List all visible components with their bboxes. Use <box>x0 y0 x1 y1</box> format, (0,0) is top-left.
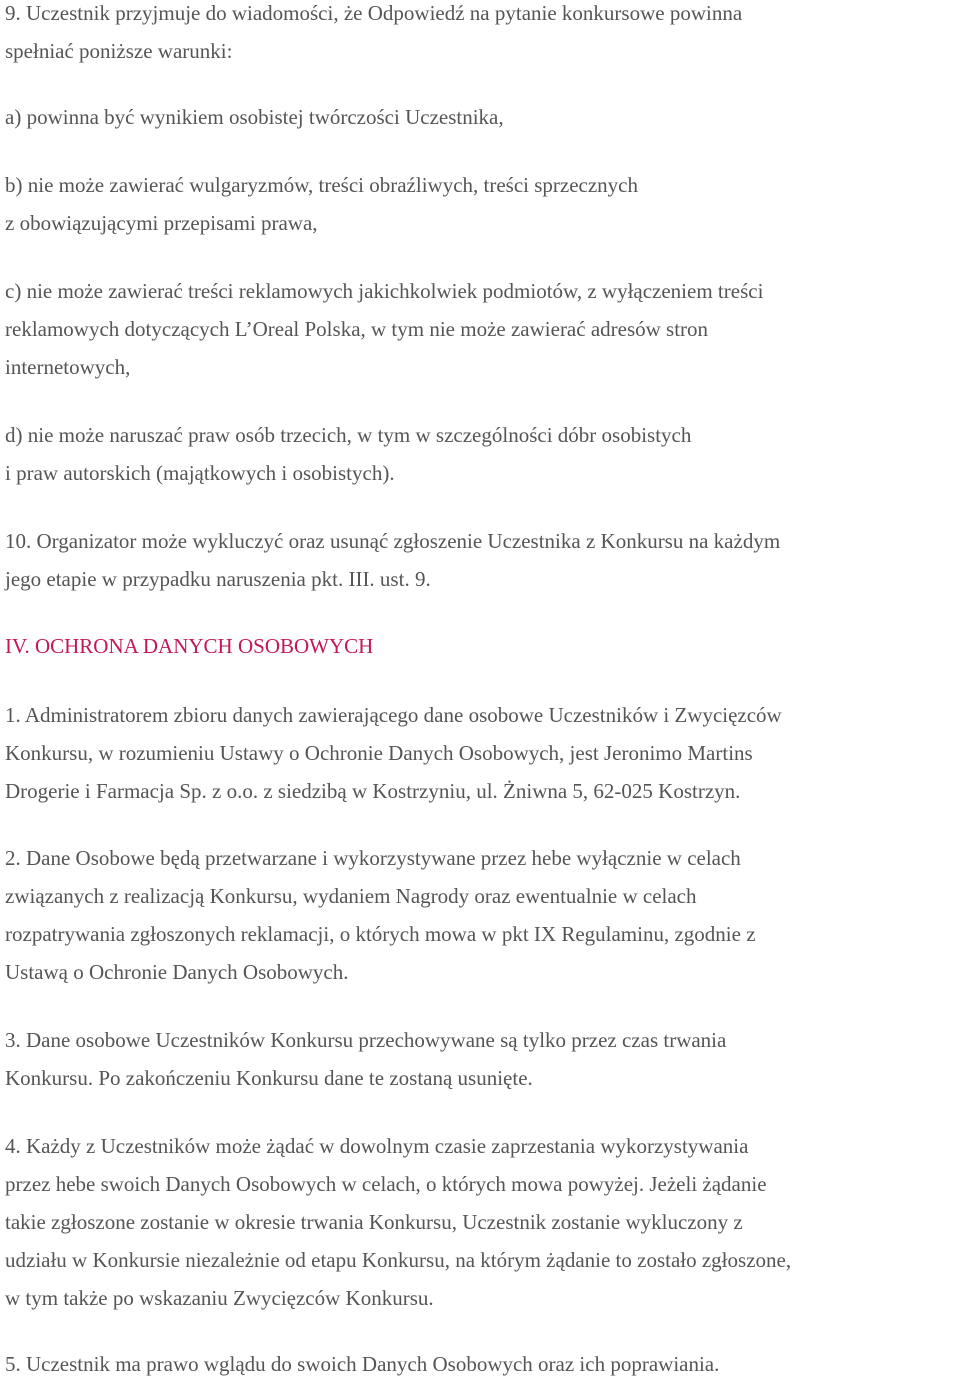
text-line: b) nie może zawierać wulgaryzmów, treści obraźliwych, treści sprzecznych <box>5 173 639 197</box>
paragraph-point-9 <box>5 0 742 70</box>
text-line: takie zgłoszone zostanie w okresie trwania Konkursu, Uczestnik zostanie wykluczony z <box>5 1210 743 1234</box>
paragraph-section-4-point-1 <box>5 696 782 810</box>
paragraph-point-10 <box>5 522 780 598</box>
paragraph-section-4-point-4 <box>5 1127 791 1317</box>
text-line: 4. Każdy z Uczestników może żądać w dowolnym czasie zaprzestania wykorzystywania <box>5 1134 749 1158</box>
text-line: udziału w Konkursie niezależnie od etapu Konkursu, na którym żądanie to zostało zgłoszone, <box>5 1248 792 1272</box>
text-line: przez hebe swoich Danych Osobowych w celach, o których mowa powyżej. Jeżeli żądanie <box>5 1172 767 1196</box>
text-line: w tym także po wskazaniu Zwycięzców Konkursu. <box>5 1286 434 1310</box>
text-line: jego etapie w przypadku naruszenia pkt. III. ust. 9. <box>5 567 431 591</box>
text-line: 5. Uczestnik ma prawo wglądu do swoich Danych Osobowych oraz ich poprawiania. <box>5 1352 720 1376</box>
paragraph-condition-d <box>5 416 691 492</box>
paragraph-condition-c <box>5 272 763 386</box>
text-line: reklamowych dotyczących L’Oreal Polska, w tym nie może zawierać adresów stron <box>5 317 709 341</box>
text-line: Ustawą o Ochronie Danych Osobowych. <box>5 960 349 984</box>
text-line: 3. Dane osobowe Uczestników Konkursu przechowywane są tylko przez czas trwania <box>5 1028 727 1052</box>
text-line: internetowych, <box>5 355 131 379</box>
paragraph-condition-b <box>5 166 638 242</box>
text-line: Drogerie i Farmacja Sp. z o.o. z siedzibą w Kostrzyniu, ul. Żniwna 5, 62-025 Kostrzyn. <box>5 779 741 803</box>
text-line: z obowiązującymi przepisami prawa, <box>5 211 318 235</box>
text-line: i praw autorskich (majątkowych i osobistych). <box>5 461 395 485</box>
paragraph-section-4-point-5 <box>5 1346 719 1383</box>
paragraph-condition-a <box>5 98 504 136</box>
paragraph-section-4-point-2 <box>5 839 756 991</box>
text-line: 2. Dane Osobowe będą przetwarzane i wykorzystywane przez hebe wyłącznie w celach <box>5 846 741 870</box>
text-line: 1. Administratorem zbioru danych zawierającego dane osobowe Uczestników i Zwycięzców <box>5 703 782 727</box>
text-line: rozpatrywania zgłoszonych reklamacji, o których mowa w pkt IX Regulaminu, zgodnie z <box>5 922 756 946</box>
text-line: a) powinna być wynikiem osobistej twórczości Uczestnika, <box>5 105 504 129</box>
text-line: Konkursu, w rozumieniu Ustawy o Ochronie Danych Osobowych, jest Jeronimo Martins <box>5 741 753 765</box>
section-heading <box>5 627 373 665</box>
paragraph-section-4-point-3 <box>5 1021 726 1097</box>
text-line: d) nie może naruszać praw osób trzecich, w tym w szczególności dóbr osobistych <box>5 423 692 447</box>
section-heading-text: IV. OCHRONA DANYCH OSOBOWYCH <box>5 634 374 658</box>
text-line: 10. Organizator może wykluczyć oraz usunąć zgłoszenie Uczestnika z Konkursu na każdym <box>5 529 781 553</box>
text-line: Konkursu. Po zakończeniu Konkursu dane te zostaną usunięte. <box>5 1066 533 1090</box>
text-line: związanych z realizacją Konkursu, wydaniem Nagrody oraz ewentualnie w celach <box>5 884 697 908</box>
text-line: spełniać poniższe warunki: <box>5 39 233 63</box>
text-line: c) nie może zawierać treści reklamowych jakichkolwiek podmiotów, z wyłączeniem treści <box>5 279 764 303</box>
text-line: 9. Uczestnik przyjmuje do wiadomości, że Odpowiedź na pytanie konkursowe powinna <box>5 1 743 25</box>
